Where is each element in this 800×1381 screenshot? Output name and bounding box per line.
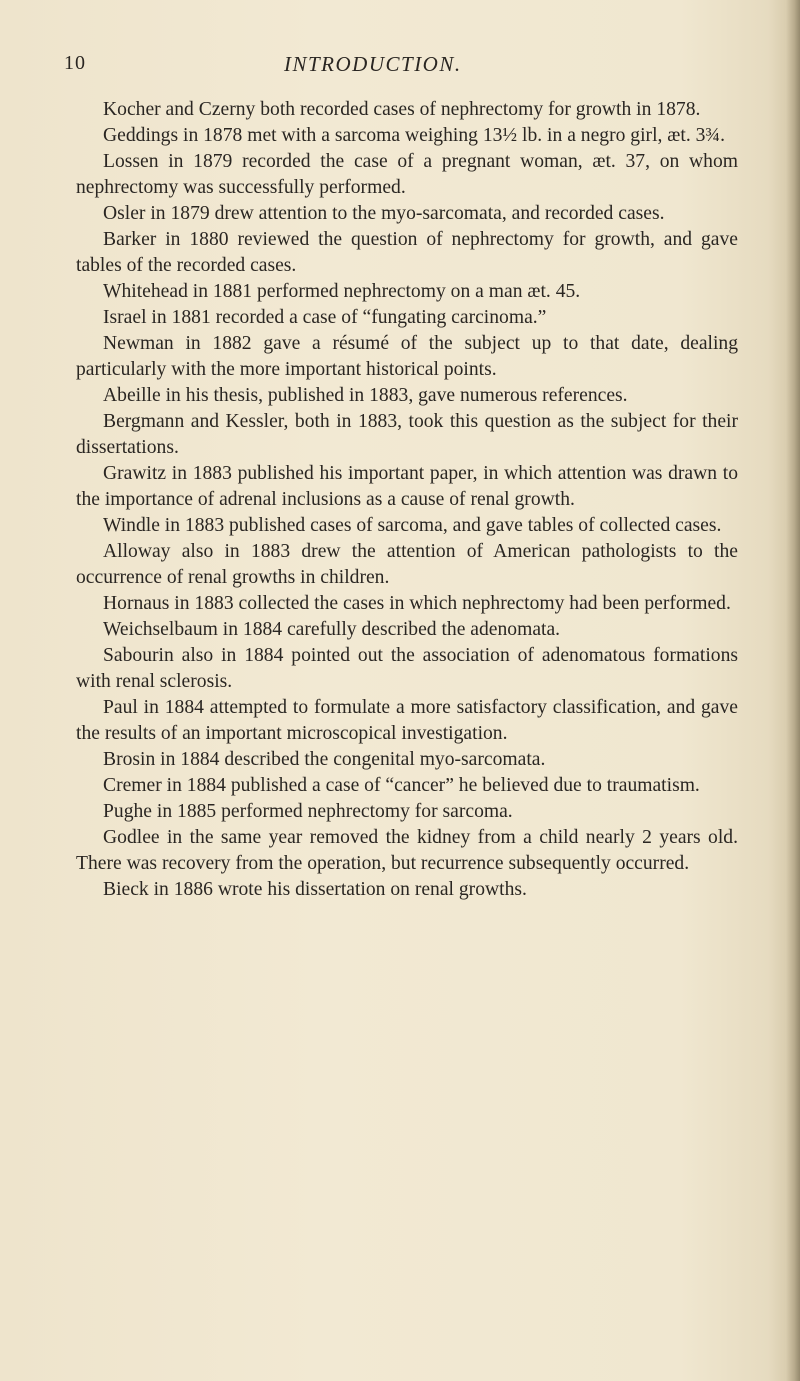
paragraph-lossen: Lossen in 1879 recorded the case of a pregnant woman, æt. 37, on whom nephrectomy was successfully performed. xyxy=(76,151,738,198)
paragraph-pughe: Pughe in 1885 performed nephrectomy for sarcoma. xyxy=(103,801,513,822)
paragraph-cremer: Cremer in 1884 published a case of “cancer” he believed due to traumatism. xyxy=(103,775,700,796)
paragraph-abeille: Abeille in his thesis, published in 1883, gave numerous references. xyxy=(103,385,628,406)
paragraph-osler: Osler in 1879 drew attention to the myo-sarcomata, and recorded cases. xyxy=(103,203,665,224)
paragraph-newman: Newman in 1882 gave a résumé of the subject up to that date, dealing particularly with the more important historical points. xyxy=(76,333,738,380)
paragraph-sabourin: Sabourin also in 1884 pointed out the association of adenomatous formations with renal sclerosis. xyxy=(76,645,738,692)
paragraph-barker: Barker in 1880 reviewed the question of nephrectomy for growth, and gave tables of the recorded cases. xyxy=(76,229,738,276)
paragraph-bieck: Bieck in 1886 wrote his dissertation on renal growths. xyxy=(103,879,527,900)
page-edge-shadow xyxy=(786,0,800,1381)
paragraph-alloway: Alloway also in 1883 drew the attention of American pathologists to the occurrence of renal growths in children. xyxy=(76,541,738,588)
paragraph-geddings: Geddings in 1878 met with a sarcoma weighing 13½ lb. in a negro girl, æt. 3¾. xyxy=(103,125,726,146)
paragraph-grawitz: Grawitz in 1883 published his important paper, in which attention was drawn to the importance of adrenal inclusions as a cause of renal growth. xyxy=(76,463,738,510)
paragraph-whitehead: Whitehead in 1881 performed nephrectomy on a man æt. 45. xyxy=(103,281,581,302)
running-head: INTRODUCTION. xyxy=(284,52,462,76)
paragraph-weichselbaum: Weichselbaum in 1884 carefully described the adenomata. xyxy=(103,619,561,640)
paragraph-windle: Windle in 1883 published cases of sarcoma, and gave tables of collected cases. xyxy=(103,515,722,536)
page-header xyxy=(64,52,724,82)
paragraph-brosin: Brosin in 1884 described the congenital myo-sarcomata. xyxy=(103,749,546,770)
paragraph-godlee: Godlee in the same year removed the kidney from a child nearly 2 years old. There was recovery from the operation, but recurrence subsequently occurred. xyxy=(76,827,738,874)
paragraph-paul: Paul in 1884 attempted to formulate a more satisfactory classification, and gave the results of an important microscopical investigation. xyxy=(76,697,738,744)
body-text xyxy=(76,97,738,903)
paragraph-bergmann-kessler: Bergmann and Kessler, both in 1883, took this question as the subject for their dissertations. xyxy=(76,411,738,458)
paragraph-israel: Israel in 1881 recorded a case of “fungating carcinoma.” xyxy=(103,307,547,328)
paragraph-kocher-czerny: Kocher and Czerny both recorded cases of nephrectomy for growth in 1878. xyxy=(103,99,701,120)
paragraph-hornaus: Hornaus in 1883 collected the cases in which nephrectomy had been performed. xyxy=(103,593,731,614)
page-number: 10 xyxy=(64,52,86,74)
